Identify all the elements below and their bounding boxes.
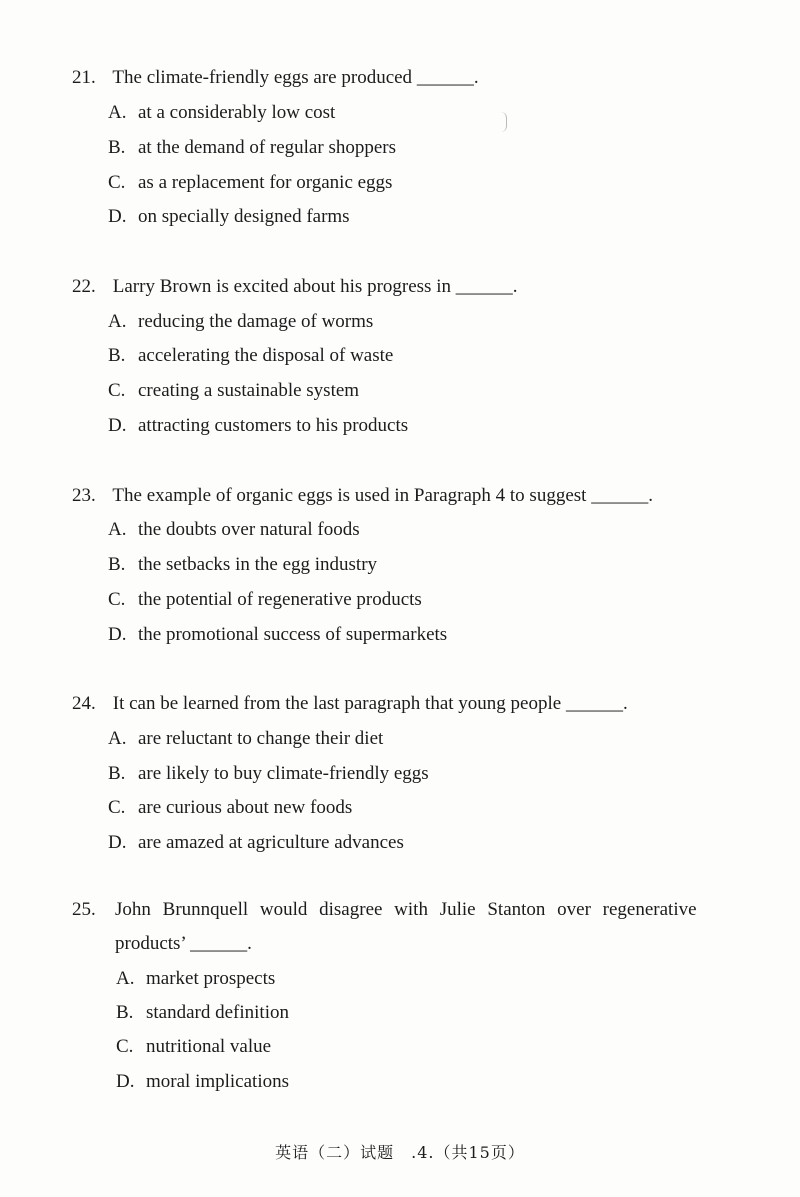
option-a xyxy=(108,101,335,125)
page-footer: 英语（二）试题 .4.（共15页） xyxy=(275,1143,525,1162)
option-letter: B. xyxy=(108,554,126,575)
option-text: nutritional value xyxy=(146,1036,272,1057)
option-d xyxy=(108,623,447,647)
option-c xyxy=(108,171,392,195)
option-letter: C. xyxy=(108,589,126,610)
option-letter: C. xyxy=(116,1036,134,1057)
option-text: standard definition xyxy=(146,1002,289,1023)
option-letter: D. xyxy=(108,624,127,645)
option-text: as a replacement for organic eggs xyxy=(138,172,393,193)
option-letter: C. xyxy=(108,380,126,401)
answer-blank: ______. xyxy=(455,276,518,297)
option-a xyxy=(116,967,275,991)
question-stem xyxy=(72,484,653,508)
option-text: reducing the damage of worms xyxy=(138,311,374,332)
option-text: on specially designed farms xyxy=(138,206,350,227)
option-d xyxy=(108,414,408,438)
option-letter: B. xyxy=(108,763,126,784)
option-letter: A. xyxy=(108,311,127,332)
option-c xyxy=(108,796,352,820)
option-letter: D. xyxy=(116,1071,135,1092)
option-text: at a considerably low cost xyxy=(138,102,336,123)
option-letter: C. xyxy=(108,797,126,818)
option-text: are amazed at agriculture advances xyxy=(138,832,404,853)
question-text: John Brunnquell would disagree with Julie Stanton over regenerative xyxy=(115,899,697,920)
option-text: creating a sustainable system xyxy=(138,380,360,401)
option-d xyxy=(108,831,404,855)
option-text: attracting customers to his products xyxy=(138,415,409,436)
question-number: 25. xyxy=(72,899,96,920)
option-letter: A. xyxy=(108,728,127,749)
option-letter: D. xyxy=(108,206,127,227)
question-text: Larry Brown is excited about his progress in xyxy=(112,276,451,297)
option-b xyxy=(108,344,393,368)
pen-mark xyxy=(500,112,507,132)
option-letter: D. xyxy=(108,415,127,436)
option-text: the doubts over natural foods xyxy=(138,519,360,540)
option-b xyxy=(116,1001,289,1025)
option-letter: B. xyxy=(108,345,126,366)
option-letter: B. xyxy=(108,137,126,158)
option-text: are likely to buy climate-friendly eggs xyxy=(138,763,429,784)
option-letter: C. xyxy=(108,172,126,193)
option-b xyxy=(108,136,396,160)
question-number: 23. xyxy=(72,485,96,506)
answer-blank: ______. xyxy=(190,933,252,954)
question-text: The climate-friendly eggs are produced xyxy=(112,67,413,88)
question-text: It can be learned from the last paragraph that young people xyxy=(112,693,562,714)
option-text: at the demand of regular shoppers xyxy=(138,137,396,158)
option-b xyxy=(108,762,429,786)
answer-blank: ______. xyxy=(591,485,653,506)
question-number: 24. xyxy=(72,693,96,714)
option-letter: A. xyxy=(108,519,127,540)
question-stem xyxy=(72,275,517,299)
option-b xyxy=(108,553,377,577)
option-text: the potential of regenerative products xyxy=(138,589,422,610)
option-a xyxy=(108,310,373,334)
option-letter: A. xyxy=(108,102,127,123)
answer-blank: ______. xyxy=(565,693,628,714)
question-text-continued: products’ xyxy=(115,933,186,954)
option-text: moral implications xyxy=(146,1071,290,1092)
option-a xyxy=(108,518,360,542)
option-c xyxy=(108,379,359,403)
option-text: market prospects xyxy=(146,968,276,989)
option-letter: D. xyxy=(108,832,127,853)
question-number: 21. xyxy=(72,67,96,88)
option-letter: B. xyxy=(116,1002,134,1023)
question-stem xyxy=(72,66,479,90)
option-text: are curious about new foods xyxy=(138,797,353,818)
question-stem xyxy=(72,898,732,954)
question-number: 22. xyxy=(72,276,96,297)
option-text: the setbacks in the egg industry xyxy=(138,554,378,575)
question-text: The example of organic eggs is used in Paragraph 4 to suggest xyxy=(112,485,587,506)
option-c xyxy=(116,1035,271,1059)
option-text: accelerating the disposal of waste xyxy=(138,345,394,366)
option-text: the promotional success of supermarkets xyxy=(138,624,448,645)
answer-blank: ______. xyxy=(416,67,479,88)
option-letter: A. xyxy=(116,968,135,989)
option-text: are reluctant to change their diet xyxy=(138,728,384,749)
option-d xyxy=(108,205,350,229)
question-text-line2 xyxy=(115,932,252,956)
question-stem xyxy=(72,692,628,716)
option-c xyxy=(108,588,422,612)
option-d xyxy=(116,1070,289,1094)
option-a xyxy=(108,727,383,751)
